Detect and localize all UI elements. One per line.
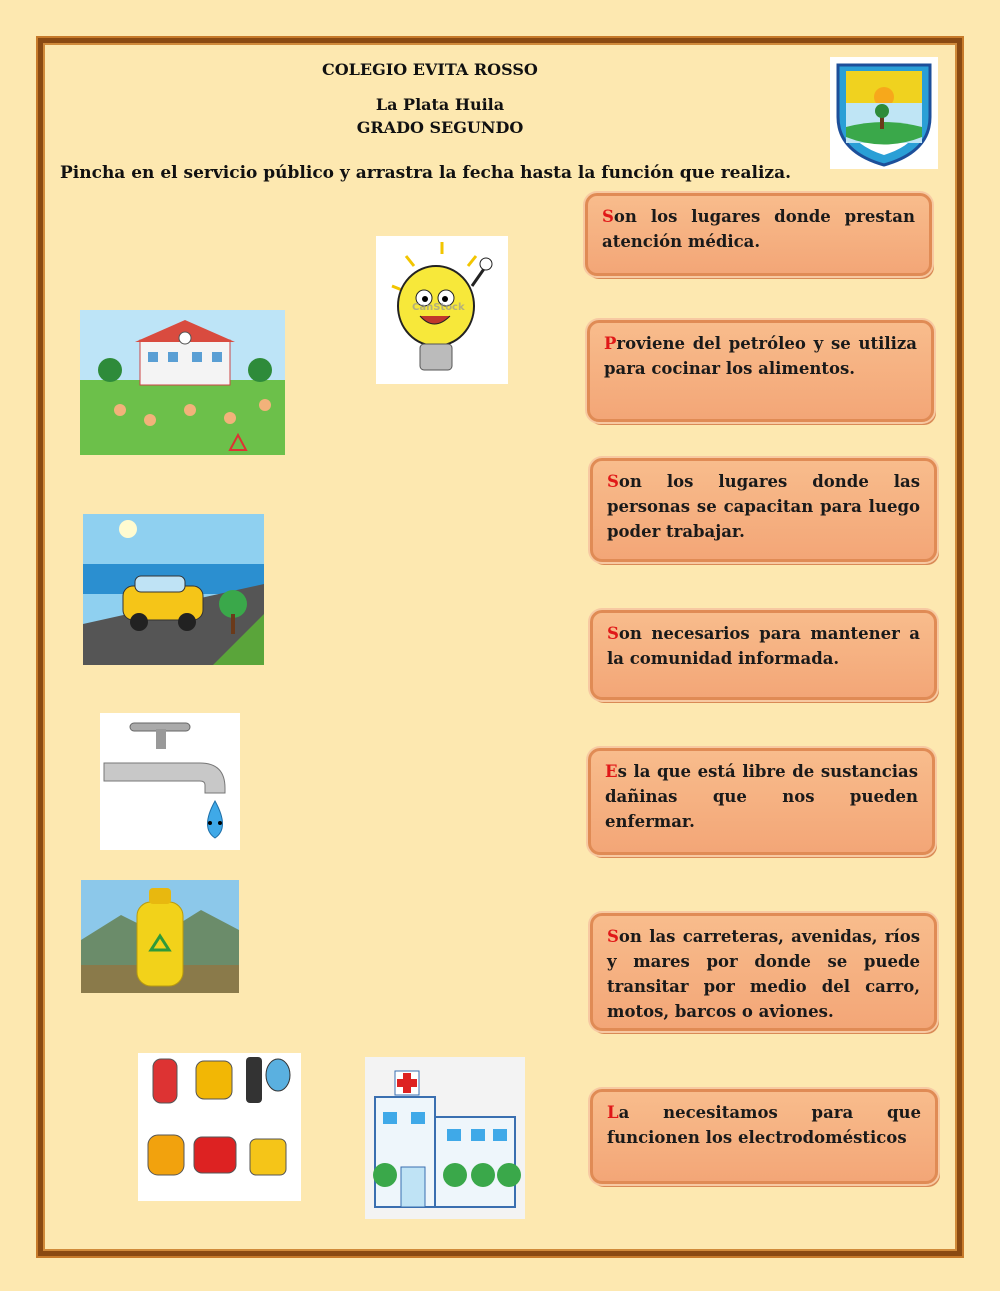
card-text: a necesitamos para que funcionen los electrodomésticos xyxy=(607,1103,921,1147)
light-bulb-image[interactable] xyxy=(376,236,508,384)
school-name: COLEGIO EVITA ROSSO xyxy=(322,60,538,79)
card-initial: S xyxy=(607,472,619,491)
watermark-text: CanStock xyxy=(412,302,465,313)
city-name: La Plata Huila xyxy=(375,95,505,114)
communication-devices-image[interactable] xyxy=(138,1053,301,1201)
card-text: on las carreteras, avenidas, ríos y mares por donde se puede transitar por medio del carro, motos, barcos o aviones. xyxy=(607,927,920,1021)
card-initial: S xyxy=(602,207,614,226)
function-card-electricity[interactable] xyxy=(590,1089,938,1184)
hospital-image[interactable] xyxy=(365,1057,525,1219)
card-text: on los lugares donde prestan atención médica. xyxy=(602,207,915,251)
taxi-road-image[interactable] xyxy=(83,514,264,665)
grade-label: GRADO SEGUNDO xyxy=(356,118,524,137)
card-text: roviene del petróleo y se utiliza para cocinar los alimentos. xyxy=(604,334,917,378)
school-image[interactable] xyxy=(80,310,285,455)
function-card-health[interactable] xyxy=(585,193,932,276)
instruction-text: Pincha en el servicio público y arrastra la fecha hasta la función que realiza. xyxy=(60,163,792,183)
function-card-water[interactable] xyxy=(588,748,935,855)
card-initial: S xyxy=(607,624,619,643)
water-faucet-image[interactable] xyxy=(100,713,240,850)
card-initial: E xyxy=(605,762,618,781)
card-initial: S xyxy=(607,927,619,946)
function-card-education[interactable] xyxy=(590,458,937,562)
card-initial: P xyxy=(604,334,617,353)
gas-cylinder-image[interactable] xyxy=(81,880,239,993)
card-text: on los lugares donde las personas se capacitan para luego poder trabajar. xyxy=(607,472,920,541)
function-card-gas[interactable] xyxy=(587,320,934,422)
card-text: s la que está libre de sustancias dañinas que nos pueden enfermar. xyxy=(605,762,918,831)
school-logo xyxy=(830,57,938,169)
card-initial: L xyxy=(607,1103,619,1122)
function-card-communications[interactable] xyxy=(590,610,937,700)
function-card-roads[interactable] xyxy=(590,913,937,1031)
card-text: on necesarios para mantener a la comunidad informada. xyxy=(607,624,920,668)
